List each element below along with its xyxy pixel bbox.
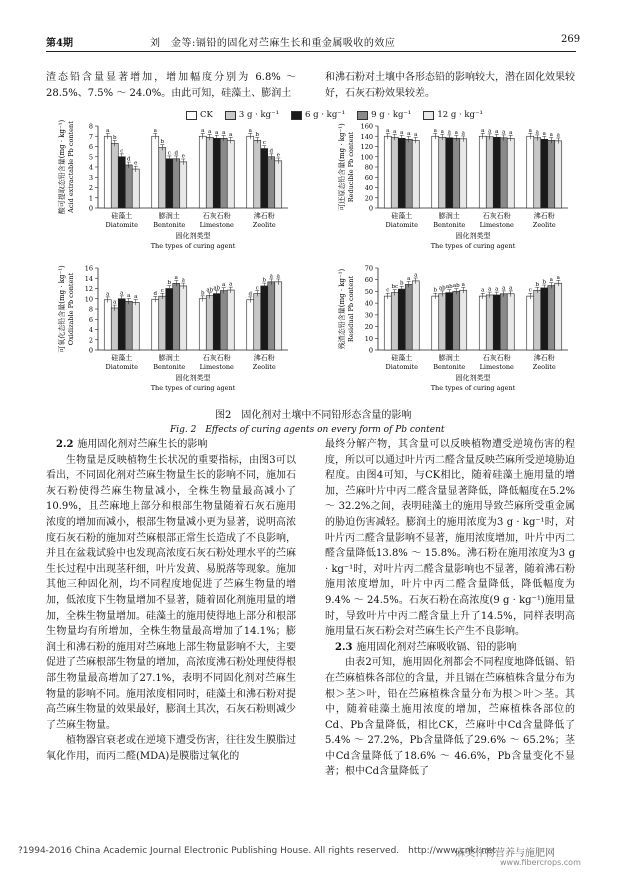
- bar: [261, 149, 268, 208]
- significance-label: c: [528, 287, 532, 294]
- significance-label: a: [269, 273, 273, 280]
- bar: [405, 139, 412, 208]
- figure-caption-en: Fig. 2 Effects of curing agents on every form of Pb content: [170, 425, 445, 435]
- y-tick-label: 60: [364, 173, 373, 182]
- bar: [111, 308, 118, 350]
- y-tick-label: 10: [364, 334, 373, 343]
- significance-label: a: [461, 281, 465, 288]
- significance-label: e: [134, 160, 138, 167]
- bar: [555, 141, 562, 208]
- bar: [247, 136, 254, 208]
- significance-label: a: [113, 299, 117, 306]
- significance-label: a: [407, 130, 411, 137]
- significance-label: a: [181, 277, 185, 284]
- significance-label: a: [276, 273, 280, 280]
- category-label-en: Bentonite: [153, 221, 186, 229]
- y-tick-label: 0: [88, 204, 93, 213]
- bar: [104, 300, 111, 350]
- bar: [479, 136, 486, 208]
- category-label-en: Zeolite: [532, 221, 556, 229]
- bar: [534, 138, 541, 208]
- significance-label: a: [481, 287, 485, 294]
- bar: [446, 138, 453, 208]
- bar: [159, 148, 166, 208]
- category-label-zh: 石灰石粉: [202, 354, 231, 362]
- bar: [412, 140, 419, 208]
- y-tick-label: 5: [88, 153, 93, 162]
- bar: [213, 138, 220, 208]
- bar: [275, 282, 282, 350]
- significance-label: a: [248, 127, 252, 134]
- y-tick-label: 10: [84, 295, 93, 304]
- bar: [405, 284, 412, 350]
- bar: [227, 290, 234, 350]
- y-tick-label: 20: [364, 194, 373, 203]
- significance-label: a: [556, 132, 560, 139]
- bar: [132, 302, 139, 350]
- bar: [453, 138, 460, 208]
- bar: [479, 296, 486, 350]
- x-axis-label-zh: 固化剂类型: [175, 374, 211, 382]
- y-tick-label: 50: [364, 287, 373, 296]
- significance-label: a: [414, 272, 418, 279]
- bar: [439, 294, 446, 350]
- y-tick-label: 2: [88, 336, 93, 345]
- category-label-en: Diatomite: [105, 221, 138, 229]
- category-label-en: Zeolite: [532, 363, 556, 371]
- y-tick-label: 160: [360, 122, 373, 131]
- bar: [486, 295, 493, 350]
- y-tick-label: 7: [88, 132, 93, 141]
- significance-label: a: [153, 127, 157, 134]
- bar: [548, 140, 555, 208]
- significance-label: b: [160, 139, 165, 146]
- significance-label: a: [481, 127, 485, 134]
- category-label-zh: 沸石粉: [253, 354, 275, 362]
- bar: [391, 137, 398, 208]
- bar: [534, 290, 541, 350]
- significance-label: d: [269, 148, 274, 155]
- bar: [268, 282, 275, 350]
- bar: [432, 136, 439, 208]
- bar: [132, 169, 139, 208]
- significance-label: a: [542, 130, 546, 137]
- bar: [213, 294, 220, 350]
- significance-label: a: [502, 129, 506, 136]
- right-column: [325, 437, 575, 780]
- significance-label: a: [461, 130, 465, 137]
- y-tick-label: 14: [84, 274, 93, 283]
- significance-label: a: [106, 291, 110, 298]
- bar: [275, 161, 282, 208]
- significance-label: a: [447, 129, 451, 136]
- y-tick-label: 6: [88, 315, 93, 324]
- y-tick-label: 12: [84, 285, 93, 293]
- bar: [104, 136, 111, 208]
- x-axis-label-en: The types of curing agent: [430, 384, 516, 392]
- category-label-zh: 硅藻土: [391, 212, 413, 220]
- significance-label: b: [542, 279, 547, 286]
- bar: [460, 139, 467, 208]
- significance-label: a: [509, 285, 513, 292]
- bar: [391, 293, 398, 350]
- category-label-en: Diatomite: [385, 363, 418, 371]
- significance-label: c: [167, 150, 171, 157]
- significance-label: a: [201, 127, 205, 134]
- category-label-zh: 膨润土: [438, 212, 460, 220]
- legend-label: 9 g · kg⁻¹: [371, 110, 412, 120]
- significance-label: c: [262, 140, 266, 147]
- bar: [500, 294, 507, 350]
- bar: [166, 289, 173, 351]
- bar: [261, 286, 268, 350]
- y-tick-label: 140: [360, 132, 373, 141]
- y-tick-label: 100: [360, 153, 373, 162]
- bar: [173, 283, 180, 350]
- bar: [541, 288, 548, 350]
- significance-label: a: [535, 129, 539, 136]
- y-tick-label: 60: [364, 276, 373, 285]
- significance-label: a: [549, 131, 553, 138]
- bar: [460, 290, 467, 350]
- y-axis-label-zh: 可还原态铅含量(mg · kg⁻¹): [338, 123, 346, 211]
- y-tick-label: 0: [368, 204, 373, 213]
- significance-label: c: [160, 287, 164, 294]
- significance-label: b: [112, 135, 117, 142]
- y-tick-label: 4: [88, 163, 93, 172]
- bar: [220, 138, 227, 208]
- significance-label: a: [509, 129, 513, 136]
- bar: [199, 299, 206, 350]
- y-tick-label: 2: [88, 184, 93, 192]
- bar: [254, 294, 261, 350]
- category-label-zh: 硅藻土: [111, 212, 133, 220]
- section-number: 2.2: [56, 439, 74, 450]
- significance-label: a: [106, 127, 110, 134]
- y-tick-label: 70: [364, 264, 373, 273]
- significance-label: c: [120, 148, 124, 155]
- significance-label: a: [127, 292, 131, 299]
- bar: [180, 162, 187, 208]
- bar: [125, 301, 132, 350]
- significance-label: a: [549, 277, 553, 284]
- bar: [493, 137, 500, 208]
- significance-label: d: [174, 150, 179, 157]
- bar: [412, 281, 419, 350]
- category-label-en: Limestone: [479, 363, 514, 371]
- y-axis-label-en: Acid extractable Pb content: [67, 121, 75, 213]
- category-label-zh: 膨润土: [158, 354, 180, 362]
- significance-label: a: [208, 128, 212, 135]
- y-tick-label: 8: [88, 122, 93, 131]
- significance-label: a: [502, 285, 506, 292]
- significance-label: a: [495, 286, 499, 293]
- top-right-paragraph: 和沸石粉对土壤中各形态铅的影响较大，潜在固化效果较好，石灰石粉效果较差。: [325, 72, 575, 99]
- y-tick-label: 40: [364, 299, 373, 308]
- bar: [152, 136, 159, 208]
- bar: [507, 138, 514, 208]
- y-tick-label: 0: [88, 346, 93, 355]
- significance-label: a: [495, 128, 499, 135]
- significance-label: e: [181, 153, 185, 160]
- y-tick-label: 40: [364, 184, 373, 192]
- significance-label: a: [215, 129, 219, 136]
- y-tick-label: 3: [88, 173, 93, 182]
- bar: [206, 137, 213, 208]
- x-axis-label-en: The types of curing agent: [430, 242, 516, 250]
- category-label-en: Bentonite: [153, 363, 186, 371]
- significance-label: a: [222, 282, 226, 289]
- y-axis-label-zh: 可氧化态铅含量(mg · kg⁻¹): [58, 265, 66, 353]
- y-tick-label: 0: [368, 346, 373, 355]
- y-axis-label-zh: 残渣态铅含量(mg · kg⁻¹): [338, 268, 346, 350]
- significance-label: c: [255, 285, 259, 292]
- x-axis-label-en: The types of curing agent: [150, 384, 236, 392]
- copyright-footer: ?1994-2016 China Academic Journal Electronic Publishing House. All rights reserved. http://www.cnki.net: [18, 846, 496, 856]
- significance-label: a: [222, 129, 226, 136]
- significance-label: b: [535, 281, 540, 288]
- significance-label: a: [407, 276, 411, 283]
- significance-label: ab: [213, 285, 221, 292]
- bar: [125, 165, 132, 208]
- y-tick-label: 80: [364, 163, 373, 172]
- bar: [384, 136, 391, 208]
- section-number: 2.3: [335, 641, 353, 653]
- category-label-en: Diatomite: [385, 221, 418, 229]
- significance-label: d: [126, 156, 131, 163]
- paragraph: 最终分解产物，其含量可以反映植物遭受逆境伤害的程度，所以可以通过叶片丙二醛含量反映苎麻所受逆境胁迫程度。由图4可知，与CK相比，随着硅藻土施用量的增加，苎麻叶片中丙二醛含量显著降低，降低幅度在5.2% ～ 32.2%之间，表明硅藻土的施用导致苎麻所受重金属的胁迫伤害减轻。膨润土的施用浓度为3 g · kg⁻¹时，对叶片丙二醛含量影响不显著，施用浓度增加，叶片中丙二醛含量降低13.8% ～ 15.8%。沸石粉在施用浓度为3 g · kg⁻¹时，对叶片丙二醛含量影响也不显著，随着沸石粉施用浓度增加，叶片中丙二醛含量降低，降低幅度为9.4% ～ 24.5%。石灰石粉在高浓度(9 g · kg⁻¹)施用量时，导致叶片中丙二醛含量上升了14.5%，同样表明高施用量石灰石粉会对苎麻生长产生不良影响。: [325, 439, 575, 638]
- category-label-zh: 沸石粉: [253, 212, 275, 220]
- y-axis-label-en: Oxidizable Pb content: [67, 272, 75, 346]
- header-rule: [46, 51, 576, 52]
- significance-label: b: [433, 287, 438, 294]
- bar: [173, 159, 180, 208]
- bar: [254, 140, 261, 208]
- journal-issue: 第4期: [46, 38, 73, 49]
- significance-label: a: [488, 286, 492, 293]
- significance-label: d: [153, 290, 158, 297]
- y-tick-label: 8: [88, 305, 93, 314]
- significance-label: a: [400, 129, 404, 136]
- bar: [268, 157, 275, 208]
- bar: [247, 300, 254, 350]
- legend-label: CK: [200, 110, 213, 120]
- significance-label: b: [262, 277, 267, 284]
- bar: [493, 295, 500, 350]
- y-tick-label: 4: [88, 326, 93, 334]
- bar: [541, 139, 548, 208]
- chart-panel: [57, 265, 288, 393]
- category-label-en: Zeolite: [252, 221, 276, 229]
- watermark-url: www.fibercrops.com: [500, 858, 581, 867]
- y-axis-label-zh: 酸可提取态铅含量(mg · kg⁻¹): [58, 119, 66, 215]
- category-label-zh: 石灰石粉: [482, 354, 511, 362]
- category-label-zh: 沸石粉: [533, 354, 555, 362]
- category-label-zh: 沸石粉: [533, 212, 555, 220]
- bar: [384, 296, 391, 350]
- chart-panel: [337, 123, 568, 251]
- running-title: 刘 金等:镉铅的固化对苎麻生长和重金属吸收的效应: [150, 38, 396, 49]
- x-axis-label-zh: 固化剂类型: [455, 232, 491, 240]
- y-axis-label-en: Residual Pb content: [347, 275, 355, 343]
- category-label-en: Zeolite: [252, 363, 276, 371]
- paragraph: 由表2可知，施用固化剂都会不同程度地降低镉、铅在苎麻植株各部位的含量，并且镉在苎麻植株含量分布为根＞茎＞叶，铅在苎麻植株含量分布为根＞叶＞茎。其中，随着硅藻土施用浓度的增加，苎麻植株各部位的Cd、Pb含量降低，相比CK，苎麻叶中Cd含量降低了5.4% ～ 27.2%，Pb含量降低了29.6% ～ 65.2%；茎中Cd含量降低了18.6% ～ 46.6%，Pb含量变化不显著；根中Cd含量降低了: [325, 657, 575, 778]
- chart-panel: [57, 119, 288, 250]
- bar: [118, 157, 125, 208]
- significance-label: a: [229, 131, 233, 138]
- legend-label: 6 g · kg⁻¹: [305, 110, 346, 120]
- section-heading-2-2: [46, 437, 296, 453]
- category-label-zh: 硅藻土: [391, 354, 413, 362]
- category-label-zh: 硅藻土: [111, 354, 133, 362]
- paragraph: 植物器官衰老或在逆境下遭受伤害，往往发生膜脂过氧化作用，而丙二醛(MDA)是膜脂过氧化的: [46, 735, 296, 762]
- paragraph: 生物量是反映植物生长状况的重要指标，由图3可以看出，不同固化剂对苎麻生物量生长的影响不同，施加石灰石粉使得苎麻生物量减小，全株生物量最高减小了10.9%，且苎麻地上部分和根部生物量随着石灰石施用浓度的增加而减小，根部生物量减小更为显著，说明高浓度石灰石粉的施加对苎麻根部正常生长造成了不良影响，并且在盆栽试验中也发现高浓度石灰石粉处理水平的苎麻生长过程中出现茎秆细，叶片发黄、易脱落等现象。施加其他三种固化剂，均不同程度地促进了苎麻生物量的增加，低浓度下生物量增加不显著，随着固化剂施用量的增加，全株生物量增加。硅藻土的施用使得地上部分和根部生物量均有所增加，全株生物量最高增加了14.1%；膨润土和沸石粉的施用对苎麻地上部生物量影响不大，主要促进了苎麻根部生物量的增加，高浓度沸石粉处理使得根部生物量最高增加了27.1%，表明不同固化剂对苎麻生物量的影响不同。施用浓度相同时，硅藻土和沸石粉对提高苎麻生物量的效果最好，膨润土其次，石灰石粉则减少了苎麻生物量。: [46, 454, 296, 731]
- bar: [180, 286, 187, 350]
- significance-label: bc: [391, 284, 399, 291]
- bar: [206, 296, 213, 350]
- significance-label: ab: [452, 283, 460, 290]
- category-label-zh: 膨润土: [438, 354, 460, 362]
- significance-label: b: [167, 280, 172, 287]
- bar: [227, 140, 234, 208]
- category-label-en: Limestone: [199, 221, 234, 229]
- significance-label: ab: [206, 287, 214, 294]
- significance-label: a: [528, 127, 532, 134]
- significance-label: a: [433, 127, 437, 134]
- y-tick-label: 120: [360, 143, 373, 151]
- y-axis-label-en: Reducible Pb content: [347, 131, 355, 203]
- bar: [439, 137, 446, 208]
- bar: [220, 291, 227, 350]
- category-label-en: Limestone: [479, 221, 514, 229]
- y-tick-label: 6: [88, 143, 93, 151]
- y-tick-label: 16: [84, 264, 93, 273]
- category-label-zh: 膨润土: [158, 212, 180, 220]
- significance-label: a: [454, 129, 458, 136]
- significance-label: a: [440, 128, 444, 135]
- significance-label: a: [414, 131, 418, 138]
- significance-label: b: [399, 280, 404, 287]
- significance-label: a: [556, 274, 560, 281]
- significance-label: d: [248, 291, 253, 298]
- category-label-en: Diatomite: [105, 363, 138, 371]
- watermark: 麻类作物营养与施肥网: [455, 848, 555, 859]
- bar: [555, 283, 562, 350]
- legend-label: 3 g · kg⁻¹: [238, 110, 280, 120]
- y-tick-label: 20: [364, 323, 373, 332]
- x-axis-label-en: The types of curing agent: [150, 242, 236, 250]
- figure-caption-zh: 图2 固化剂对土壤中不同铅形态含量的影响: [215, 410, 412, 421]
- section-title: 施用固化剂对苎麻生长的影响: [77, 439, 208, 450]
- significance-label: b: [255, 131, 260, 138]
- bar: [507, 294, 514, 350]
- bar: [500, 138, 507, 208]
- bar: [527, 296, 534, 350]
- x-axis-label-zh: 固化剂类型: [455, 374, 491, 382]
- bar: [118, 299, 125, 350]
- significance-label: a: [120, 290, 124, 297]
- chart-panel: [337, 265, 568, 393]
- bar: [527, 136, 534, 208]
- section-title: 施用固化剂对苎麻吸收镉、铅的影响: [356, 641, 517, 653]
- bar: [166, 159, 173, 208]
- legend-label: 12 g · kg⁻¹: [437, 110, 483, 120]
- category-label-en: Limestone: [199, 363, 234, 371]
- bar: [453, 291, 460, 350]
- significance-label: c: [386, 287, 390, 294]
- bar: [152, 299, 159, 350]
- bar: [548, 286, 555, 350]
- significance-label: e: [276, 152, 280, 159]
- bar: [398, 138, 405, 208]
- page-number: 269: [561, 34, 581, 45]
- bar: [398, 289, 405, 350]
- y-tick-label: 1: [88, 194, 93, 203]
- bar: [111, 143, 118, 208]
- significance-label: a: [174, 275, 178, 282]
- section-heading-2-3: [325, 640, 575, 656]
- significance-label: a: [134, 293, 138, 300]
- significance-label: ab: [438, 285, 446, 292]
- category-label-en: Bentonite: [433, 221, 466, 229]
- bar: [486, 137, 493, 208]
- x-axis-label-zh: 固化剂类型: [175, 232, 211, 240]
- significance-label: a: [386, 127, 390, 134]
- bar: [446, 293, 453, 350]
- bar: [199, 136, 206, 208]
- bar: [159, 296, 166, 350]
- top-left-paragraph: 渣态铅含量显著增加，增加幅度分别为 6.8% ～ 28.5%、7.5% ～ 24.0%。由此可知，硅藻土、膨润土: [46, 72, 296, 99]
- y-tick-label: 30: [364, 311, 373, 320]
- significance-label: ab: [445, 284, 453, 291]
- significance-label: a: [229, 281, 233, 288]
- category-label-zh: 石灰石粉: [202, 212, 231, 220]
- figure-2-charts: [40, 118, 580, 406]
- left-column: [46, 437, 296, 764]
- bar: [432, 296, 439, 350]
- significance-label: a: [488, 128, 492, 135]
- significance-label: b: [200, 290, 205, 297]
- significance-label: a: [393, 128, 397, 135]
- category-label-en: Bentonite: [433, 363, 466, 371]
- category-label-zh: 石灰石粉: [482, 212, 511, 220]
